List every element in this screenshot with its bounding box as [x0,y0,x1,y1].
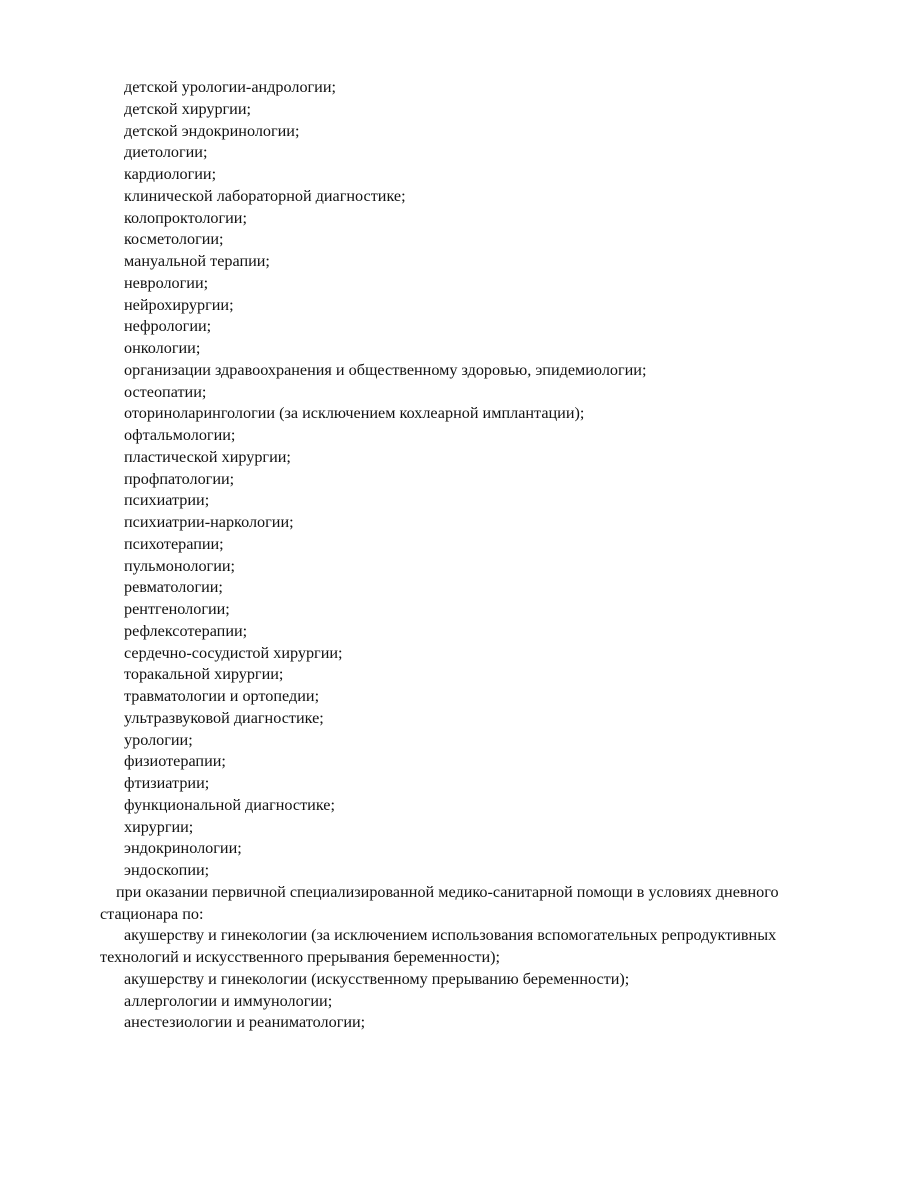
list-item: детской хирургии; [124,99,252,118]
list-item: хирургии; [124,817,194,836]
list-item: мануальной терапии; [124,252,270,270]
list-item-continuation: технологий и искусственного прерывания беременности); [100,948,501,966]
list-item: нейрохирургии; [124,295,234,314]
list-item: остеопатии; [124,382,207,401]
list-item: фтизиатрии; [124,774,210,792]
list-item: акушерству и гинекологии (за исключением использования вспомогательных репродуктивных [124,926,777,945]
list-item: диетологии; [124,143,208,162]
list-item: косметологии; [124,230,224,249]
list-item: ревматологии; [124,578,223,597]
list-item: травматологии и ортопедии; [124,687,320,705]
list-item: психиатрии-наркологии; [124,513,294,531]
list-item: рентгенологии; [124,600,230,618]
list-item: неврологии; [124,273,209,292]
list-item: эндоскопии; [124,861,210,879]
list-item: физиотерапии; [124,752,226,771]
list-item: профпатологии; [124,469,235,488]
list-item: клинической лабораторной диагностике; [124,186,406,205]
list-item: организации здравоохранения и общественному здоровью, эпидемиологии; [124,360,647,379]
list-item: пластической хирургии; [124,447,291,466]
list-item: функциональной диагностике; [124,795,335,814]
list-item: кардиологии; [124,165,217,183]
list-item: психиатрии; [124,491,210,510]
list-item: аллергологии и иммунологии; [124,991,333,1010]
specialty-list-outpatient [104,77,864,882]
list-item: урологии; [124,730,193,749]
list-item: детской урологии-андрологии; [124,78,337,96]
list-item: онкологии; [124,339,201,357]
list-item: акушерству и гинекологии (искусственному прерыванию беременности); [124,969,630,988]
list-item: психотерапии; [124,534,224,553]
list-item: колопроктологии; [124,208,247,227]
section-heading-line: при оказании первичной специализированной медико-санитарной помощи в условиях дневного [116,882,779,901]
list-item: оториноларингологии (за исключением кохлеарной имплантации); [124,404,585,423]
list-item: офтальмологии; [124,426,236,444]
list-item: нефрологии; [124,317,212,336]
section-heading-line: стационара по: [100,904,204,923]
list-item: эндокринологии; [124,839,242,858]
list-item: сердечно-сосудистой хирургии; [124,643,343,662]
list-item: ультразвуковой диагностике; [124,708,324,727]
list-item: рефлексотерапии; [124,621,248,640]
list-item: торакальной хирургии; [124,665,284,684]
document-body [100,77,864,1034]
section-heading-day-hospital [100,882,864,926]
specialty-list-day-hospital [100,925,864,1034]
list-item: детской эндокринологии; [124,121,300,140]
list-item: пульмонологии; [124,556,236,575]
list-item: анестезиологии и реаниматологии; [124,1013,366,1032]
